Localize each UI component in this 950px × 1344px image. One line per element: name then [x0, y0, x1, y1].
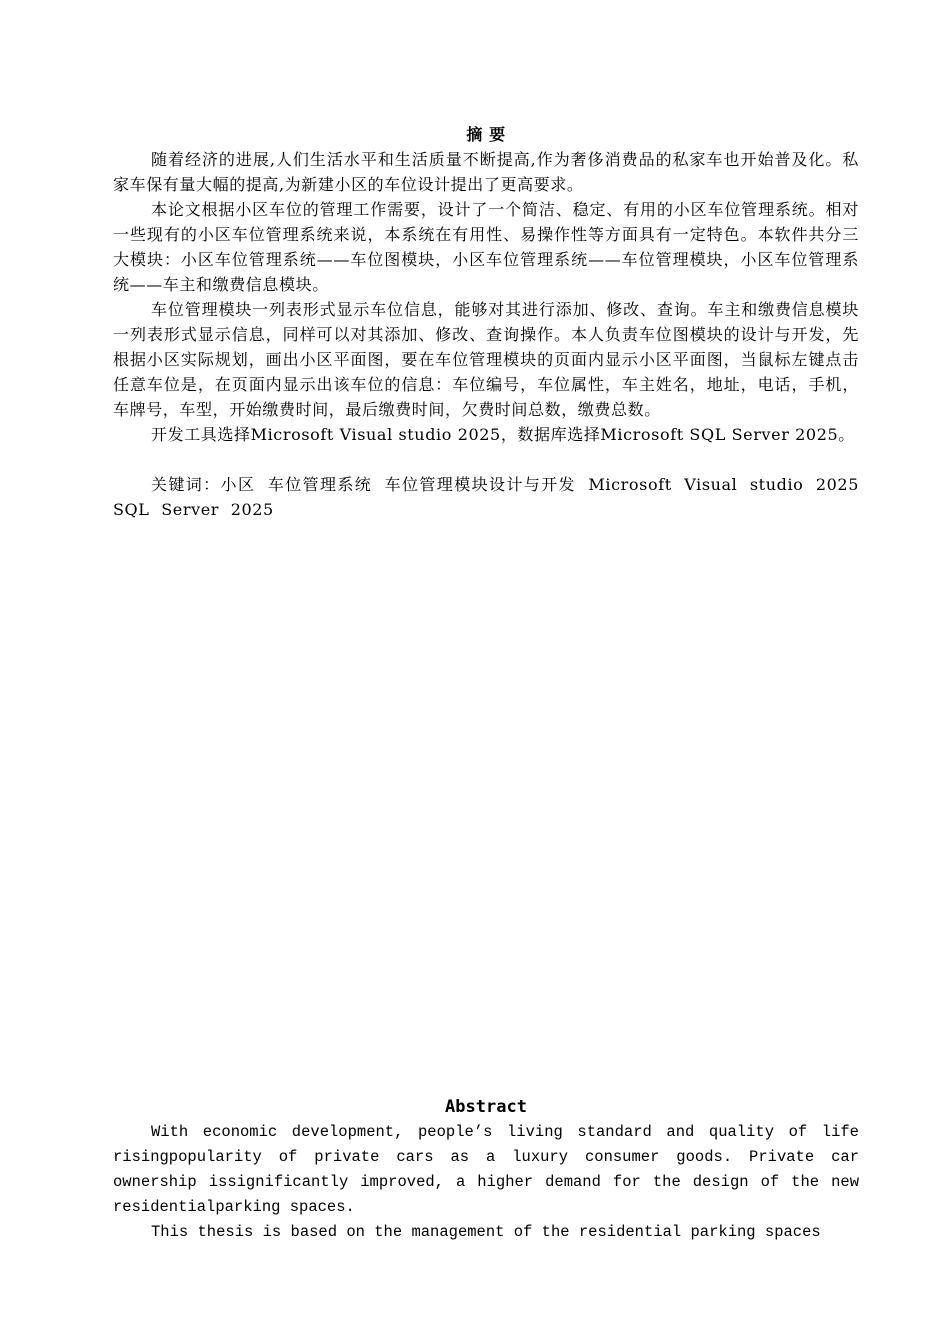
chinese-abstract	[113, 122, 859, 522]
chinese-paragraph-1: 随着经济的进展,人们生活水平和生活质量不断提高,作为奢侈消费品的私家车也开始普及化。私家车保有量大幅的提高,为新建小区的车位设计提出了更高要求。	[113, 150, 859, 194]
chinese-keywords: 关键词：小区 车位管理系统 车位管理模块设计与开发 Microsoft Visual studio 2025 SQL Server 2025	[113, 475, 859, 519]
chinese-paragraph-4: 开发工具选择Microsoft Visual studio 2025，数据库选择Microsoft SQL Server 2025。	[151, 425, 855, 444]
english-paragraph-2: This thesis is based on the management of the residential parking spaces	[151, 1223, 821, 1241]
chinese-paragraph-3: 车位管理模块一列表形式显示车位信息，能够对其进行添加、修改、查询。车主和缴费信息模块一列表形式显示信息，同样可以对其添加、修改、查询操作。本人负责车位图模块的设计与开发，先根据小区实际规划，画出小区平面图，要在车位管理模块的页面内显示小区平面图，当鼠标左键点击任意车位是，在页面内显示出该车位的信息：车位编号，车位属性，车主姓名，地址，电话，手机，车牌号，车型，开始缴费时间，最后缴费时间，欠费时间总数，缴费总数。	[113, 300, 859, 419]
english-paragraph-1: With economic development, people’s living standard and quality of life risingpopularity of private cars as a luxury consumer goods. Private car ownership issignificantly improved, a higher demand for the design of the new residentialparking spaces.	[113, 1123, 859, 1216]
english-abstract-title: Abstract	[445, 1097, 527, 1117]
chinese-paragraph-2: 本论文根据小区车位的管理工作需要，设计了一个简洁、稳定、有用的小区车位管理系统。相对一些现有的小区车位管理系统来说，本系统在有用性、易操作性等方面具有一定特色。本软件共分三大模块：小区车位管理系统——车位图模块，小区车位管理系统——车位管理模块，小区车位管理系统——车主和缴费信息模块。	[113, 200, 859, 294]
chinese-abstract-title: 摘 要	[466, 125, 506, 144]
english-abstract	[113, 1095, 859, 1245]
